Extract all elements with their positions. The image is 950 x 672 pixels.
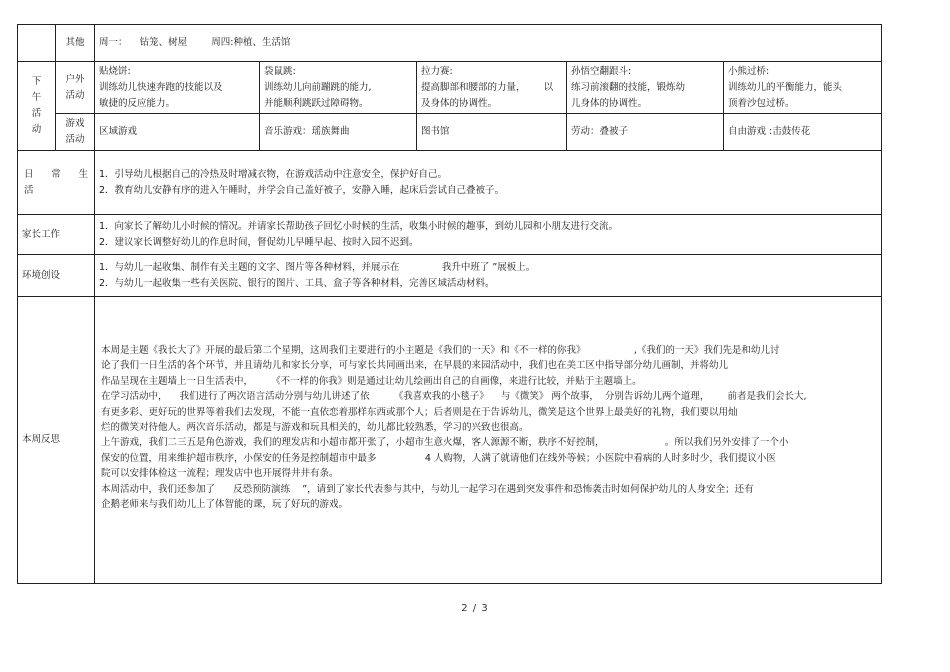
outdoor-item-3: 拉力赛: 提高脚部和腰部的力量， 以 及身体的协调性。 bbox=[417, 62, 567, 114]
parents-content: 1．向家长了解幼儿小时候的情况。并请家长帮助孩子回忆小时候的生活，收集小时候的趣事，到幼儿园和小朋友进行交流。 2．建议家长调整好幼儿的作息时间，督促幼儿早睡早起、按时入园不迟到。 bbox=[95, 215, 882, 255]
row-outdoor bbox=[18, 62, 882, 114]
games-label: 游戏 活动 bbox=[56, 114, 95, 151]
row-environment bbox=[18, 255, 882, 297]
row-parents bbox=[18, 215, 882, 255]
outdoor-item-2: 袋鼠跳: 训练幼儿向前蹦跳的能力, 并能顺利跳跃过障碍物。 bbox=[260, 62, 417, 114]
game-item-5: 自由游戏 :击鼓传花 bbox=[724, 114, 882, 151]
game-item-3: 图书馆 bbox=[417, 114, 567, 151]
game-item-4: 劳动：叠被子 bbox=[567, 114, 724, 151]
reflection-content: 本周是主题《我长大了》开展的最后第二个星期，这周我们主要进行的小主题是《我们的一天》和《不一样的你我》 ,《我们的一天》我们先是和幼儿讨 论了我们一日生活的各个环节，并且请幼儿和家长分享，可与家长共同画出来，在早晨的来园活动中，我们也在美工区中指导部分幼儿画制，并将幼儿 作品呈现在主题墙上一日生活表中， 《不一样的你我》则是通过让幼儿绘画出自己的自画像，来进行比较，并贴于主题墙上。 在学习活动中， 我们进行了两次语言活动分别与幼儿讲述了依 《我喜欢我的小毯子》 与《微笑》 两个故事， 分别告诉幼儿两个道理， 前者是我们会长大, 有更多彩、更好玩的世界等着我们去发现，不能一直依恋着那样东西或那个人；后者则是在于告诉幼儿，微笑是这个世界上最美好的礼物，我们要以用灿 烂的微笑对待他人。两次音乐活动，都是与游戏和玩具相关的，幼儿都比较熟悉，学习的兴致也很高。 上午游戏，我们二三五是角色游戏，我们的理发店和小超市都开张了，小超市生意火爆，客人源源不断，秩序不好控制， 。所以我们另外安排了一个小 保安的位置，用来维护超市秩序，小保安的任务是控制超市中最多 4 人购物，人满了就请他们在线外等候；小医院中看病的人时多时少，我们提议小医 院可以安排体检这一流程；理发店中也开展得井井有条。 本周活动中，我们还参加了 反恐预防演练 ”，请到了家长代表参与其中，与幼儿一起学习在遇到突发事件和恐怖袭击时如何保护幼儿的人身安全；还有 企鹅老师来与我们幼儿上了体智能的课，玩了好玩的游戏。 bbox=[95, 297, 882, 584]
weekly-plan-table bbox=[17, 24, 882, 584]
page-number: 2 / 3 bbox=[461, 603, 489, 614]
environment-label: 环境创设 bbox=[18, 255, 95, 297]
row-other-blank bbox=[18, 25, 56, 62]
outdoor-label: 户外 活动 bbox=[56, 62, 95, 114]
afternoon-label: 下 午 活 动 bbox=[18, 62, 56, 151]
parents-label: 家长工作 bbox=[18, 215, 95, 255]
daily-life-label: 日 常 生 活 bbox=[18, 151, 95, 215]
outdoor-item-4: 孙悟空翻跟斗: 练习前滚翻的技能，锻炼幼 儿身体的协调性。 bbox=[567, 62, 724, 114]
row-games bbox=[18, 114, 882, 151]
row-other-content: 周一： 钻笼、树屋 周四:种植、生活馆 bbox=[95, 25, 882, 62]
game-item-1: 区域游戏 bbox=[95, 114, 260, 151]
row-other-label: 其他 bbox=[56, 25, 95, 62]
row-reflection bbox=[18, 297, 882, 584]
environment-content: 1．与幼儿一起收集、制作有关主题的文字、图片等各种材料，并展示在 我升中班了 ”展板上。 2．与幼儿一起收集一些有关医院、银行的图片、工具、盒子等各种材料，完善区域活动材料。 bbox=[95, 255, 882, 297]
outdoor-item-1: 贴烧饼: 训练幼儿快速奔跑的技能以及 敏捷的反应能力。 bbox=[95, 62, 260, 114]
outdoor-item-5: 小熊过桥: 训练幼儿的平衡能力，能头 顶着沙包过桥。 bbox=[724, 62, 882, 114]
reflection-label: 本周反思 bbox=[18, 297, 95, 584]
game-item-2: 音乐游戏：瑶族舞曲 bbox=[260, 114, 417, 151]
row-daily-life bbox=[18, 151, 882, 215]
row-other bbox=[18, 25, 882, 62]
daily-life-content: 1．引导幼儿根据自己的冷热及时增减衣物，在游戏活动中注意安全，保护好自己。 2．教育幼儿安静有序的进入午睡时，并学会自己盖好被子，安静入睡，起床后尝试自己叠被子。 bbox=[95, 151, 882, 215]
